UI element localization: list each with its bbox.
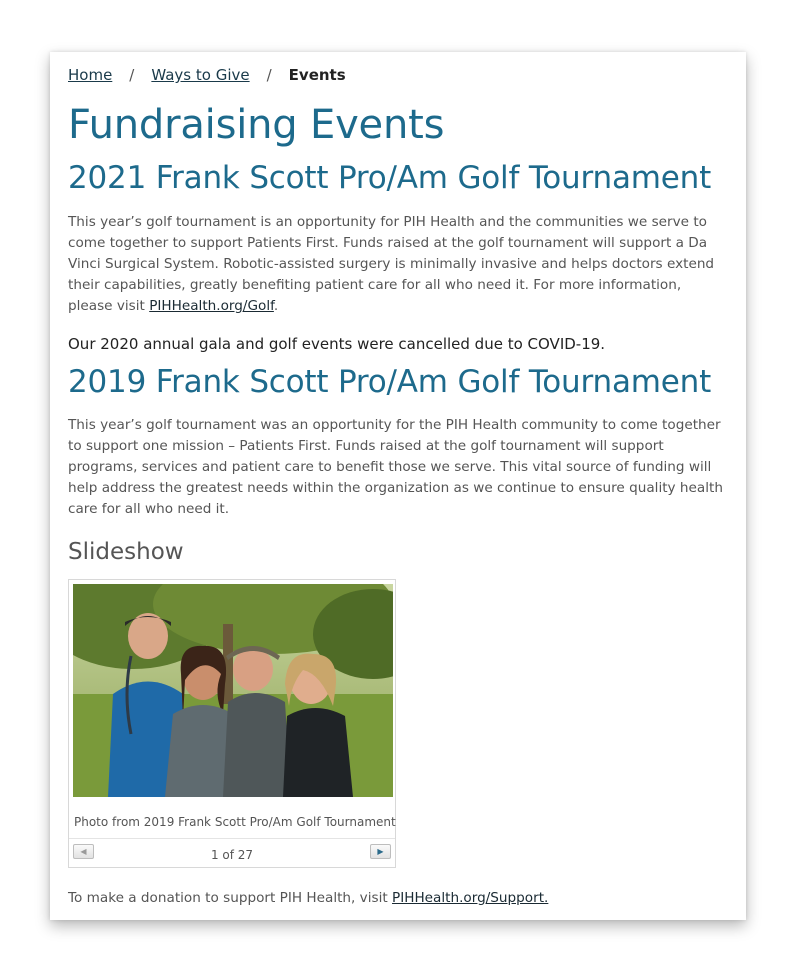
section-2019-body: This year’s golf tournament was an opportunity for the PIH Health community to come together to support one mission – Patients First. Funds raised at the golf tournament will support programs, services and patient care to benefit those we serve. This vital source of funding will help address the greatest needs within the organization as we continue to ensure quality health care for all who need it. (68, 417, 723, 517)
page-title: Fundraising Events (68, 102, 445, 148)
donation-note (68, 890, 548, 906)
section-2019-title: 2019 Frank Scott Pro/Am Golf Tournament (68, 364, 712, 400)
breadcrumb-current: Events (288, 66, 346, 84)
breadcrumb-separator: / (129, 66, 135, 84)
section-2021-title: 2021 Frank Scott Pro/Am Golf Tournament (68, 160, 712, 196)
donation-text: To make a donation to support PIH Health, visit (68, 890, 393, 906)
support-link[interactable]: PIHHealth.org/Support. (392, 890, 549, 906)
breadcrumb (68, 66, 346, 84)
content-card (50, 52, 746, 920)
section-2021-period: . (273, 298, 279, 314)
slideshow-title: Slideshow (68, 539, 184, 565)
slide-counter: 1 of 27 (210, 848, 254, 862)
golf-group-photo (73, 584, 393, 797)
breadcrumb-ways-to-give-link[interactable]: Ways to Give (151, 66, 250, 84)
triangle-left-icon: ◀ (80, 847, 87, 856)
triangle-right-icon: ▶ (377, 847, 384, 856)
slideshow-widget (68, 579, 396, 868)
slideshow-caption: Photo from 2019 Frank Scott Pro/Am Golf Tournament (74, 815, 396, 829)
section-2021-text: This year’s golf tournament is an opportunity for PIH Health and the communities we serve to come together to support Patients First. Funds raised at the golf tournament will support a Da Vinci Surgical System. Robotic-assisted surgery is minimally invasive and helps doctors extend their capabilities, greatly benefiting patient care for all who need it. For more information, please visit (68, 214, 715, 314)
breadcrumb-home-link[interactable]: Home (68, 66, 113, 84)
section-2021-body (68, 212, 728, 317)
golf-link[interactable]: PIHHealth.org/Golf (149, 298, 274, 314)
next-slide-button[interactable] (370, 844, 391, 859)
cancellation-notice: Our 2020 annual gala and golf events were cancelled due to COVID-19. (68, 335, 606, 353)
slideshow-photo[interactable] (73, 584, 393, 797)
breadcrumb-separator: / (266, 66, 272, 84)
slideshow-pager (69, 838, 395, 869)
